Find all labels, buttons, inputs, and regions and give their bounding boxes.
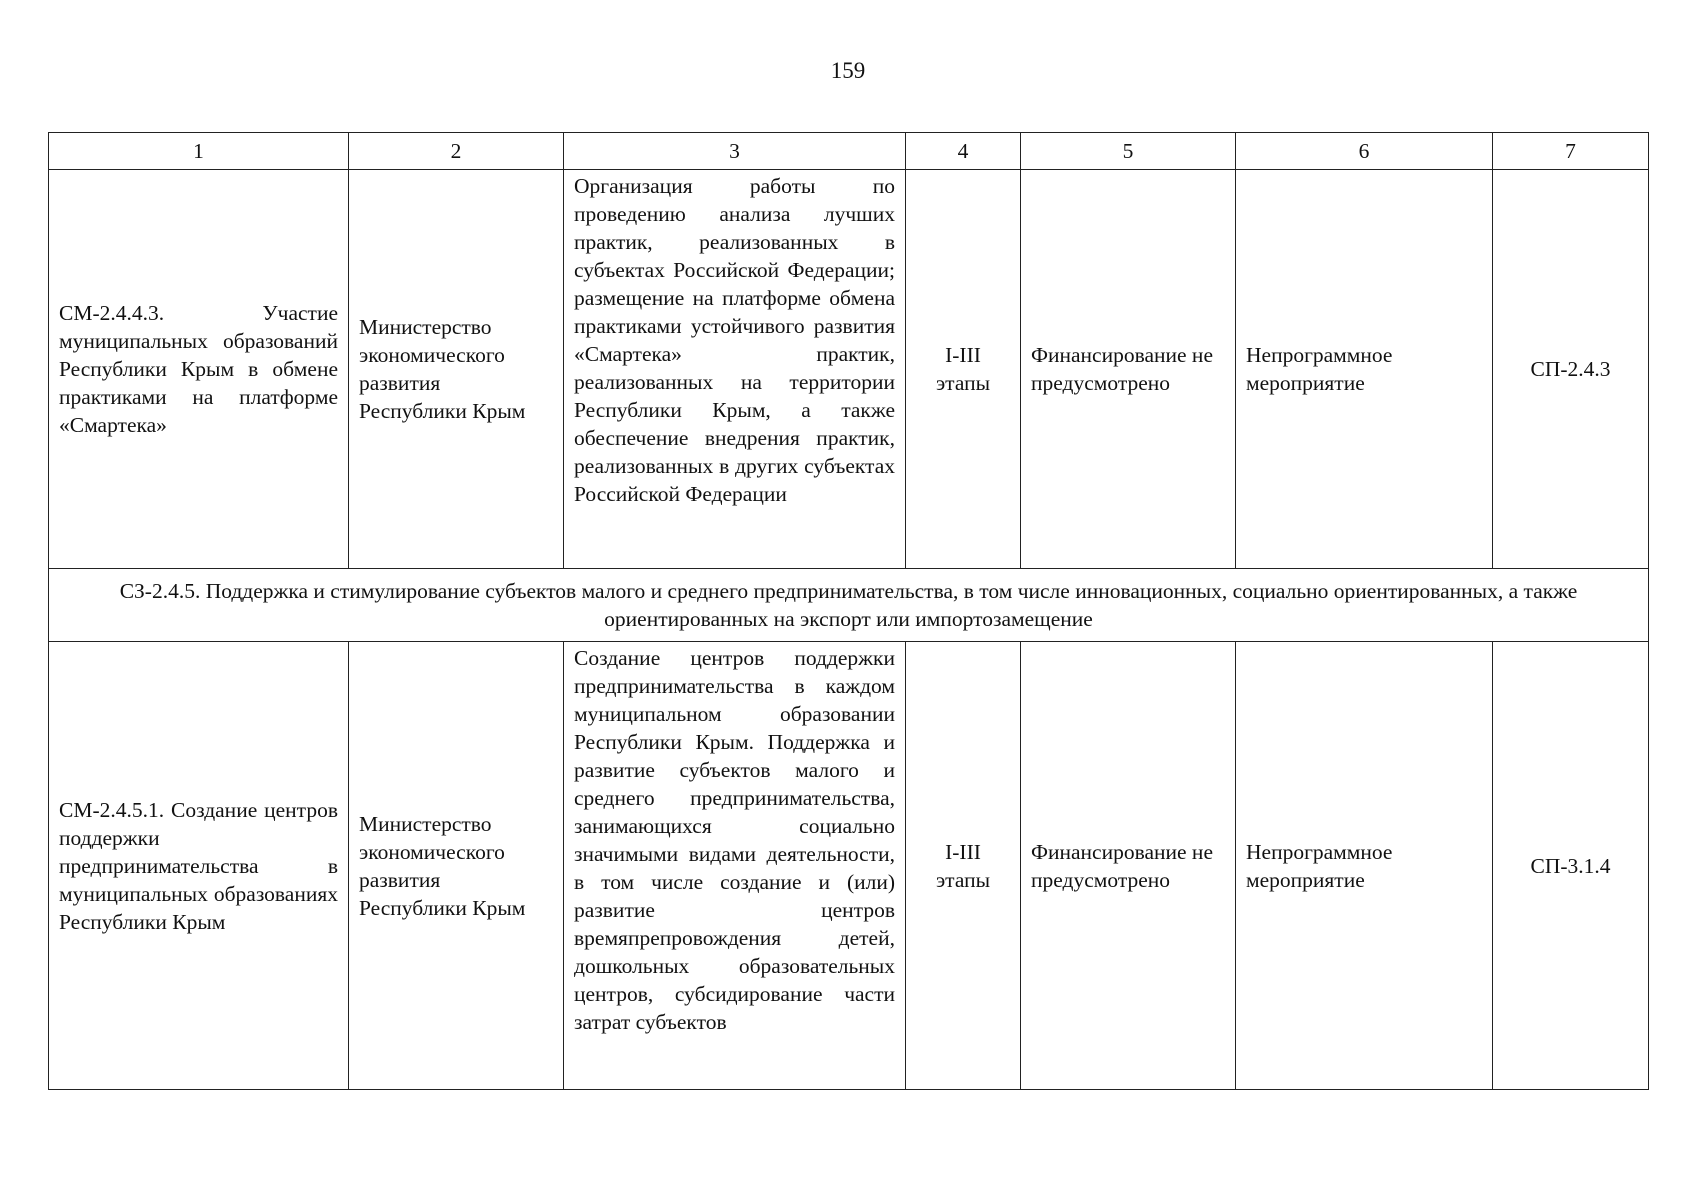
section-row	[49, 569, 1649, 642]
stages-cell: I-III этапы	[906, 642, 1021, 1090]
header-cell-6: 6	[1236, 133, 1493, 170]
goal-code-cell: СП-2.4.3	[1493, 170, 1649, 569]
measure-description-cell: Организация работы по проведению анализа лучших практик, реализованных в субъектах Российской Федерации; размещение на платформе обмена практиками устойчивого развития «Смартека» практик, реализованных на территории Республики Крым, а также обеспечение внедрения практик, реализованных в других субъектах Российской Федерации	[564, 170, 906, 569]
goal-code-cell: СП-3.1.4	[1493, 642, 1649, 1090]
financing-cell: Финансирование не предусмотрено	[1021, 642, 1236, 1090]
section-title: СЗ-2.4.5. Поддержка и стимулирование субъектов малого и среднего предпринимательства, в том числе инновационных, социально ориентированных, а также ориентированных на экспорт или импортозамещение	[49, 569, 1649, 642]
header-cell-4: 4	[906, 133, 1021, 170]
table-row	[49, 642, 1649, 1090]
header-cell-2: 2	[349, 133, 564, 170]
measure-name-cell: СМ-2.4.5.1. Создание центров поддержки предпринимательства в муниципальных образованиях Республики Крым	[49, 642, 349, 1090]
program-cell: Непрограммное мероприятие	[1236, 170, 1493, 569]
responsible-executor-cell: Министерство экономического развития Республики Крым	[349, 170, 564, 569]
stages-cell: I-III этапы	[906, 170, 1021, 569]
financing-cell: Финансирование не предусмотрено	[1021, 170, 1236, 569]
measure-description-cell: Создание центров поддержки предпринимательства в каждом муниципальном образовании Республики Крым. Поддержка и развитие субъектов малого и среднего предпринимательства, занимающихся социально значимыми видами деятельности, в том числе создание и (или) развитие центров времяпрепровождения детей, дошкольных образовательных центров, субсидирование части затрат субъектов	[564, 642, 906, 1090]
measure-name-cell: СМ-2.4.4.3. Участие муниципальных образований Республики Крым в обмене практиками на платформе «Смартека»	[49, 170, 349, 569]
header-cell-1: 1	[49, 133, 349, 170]
program-cell: Непрограммное мероприятие	[1236, 642, 1493, 1090]
page-number: 159	[830, 58, 866, 83]
table-header-row	[49, 133, 1649, 170]
header-cell-5: 5	[1021, 133, 1236, 170]
measures-table	[48, 132, 1649, 1090]
header-cell-7: 7	[1493, 133, 1649, 170]
table-row	[49, 170, 1649, 569]
header-cell-3: 3	[564, 133, 906, 170]
responsible-executor-cell: Министерство экономического развития Республики Крым	[349, 642, 564, 1090]
